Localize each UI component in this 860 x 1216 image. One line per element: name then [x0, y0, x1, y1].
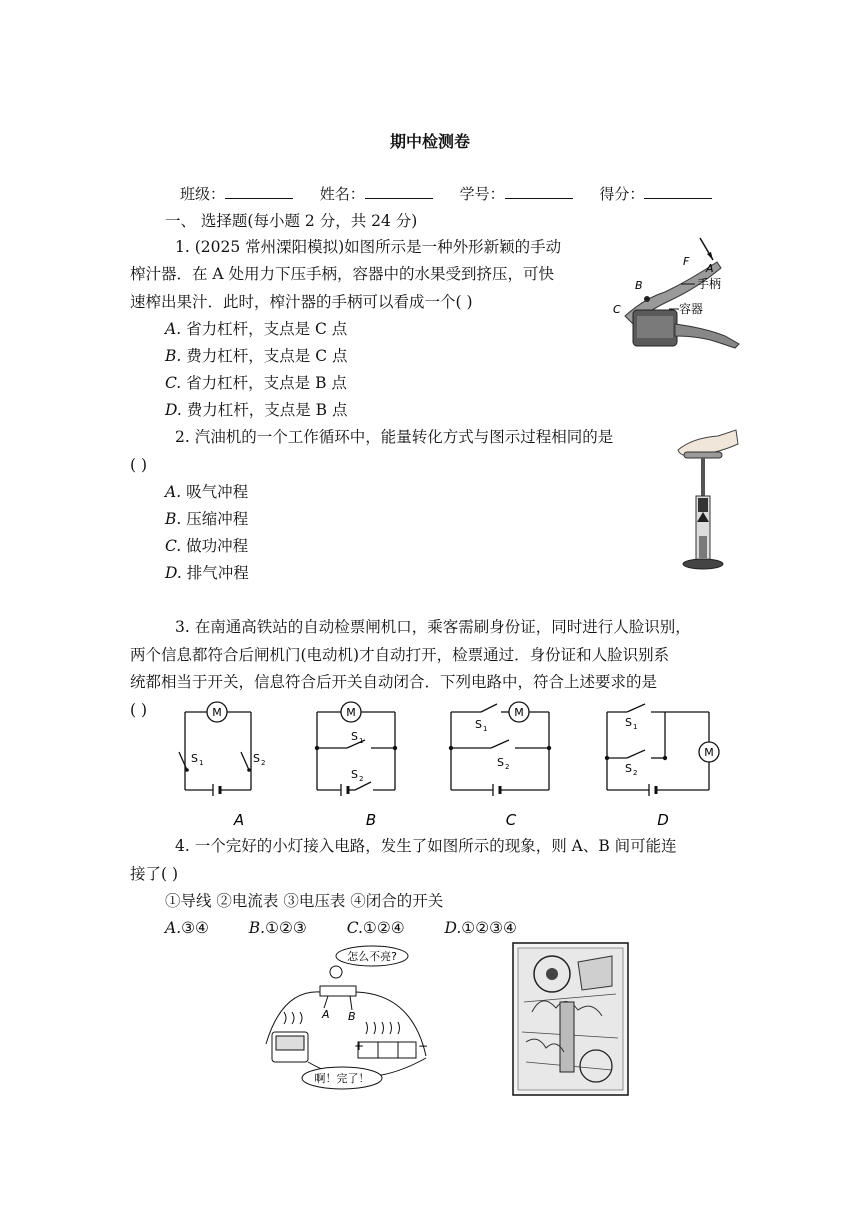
- name-label: 姓名：: [319, 185, 365, 203]
- q4-choices: ①导线 ②电流表 ③电压表 ④闭合的开关: [165, 892, 444, 910]
- q2-line2: ( ): [130, 456, 148, 474]
- q4-option-d[interactable]: D.①②③④: [444, 919, 517, 937]
- svg-text:1: 1: [359, 737, 364, 745]
- svg-text:S: S: [351, 768, 358, 781]
- q1-option-d[interactable]: D. 费力杠杆，支点是 B 点: [165, 401, 348, 419]
- q1-option-b[interactable]: B. 费力杠杆，支点是 C 点: [165, 347, 348, 365]
- svg-text:1: 1: [199, 759, 204, 767]
- circuit-d[interactable]: [607, 712, 709, 796]
- minus-sign: −: [418, 1039, 429, 1053]
- juicer-label-f: F: [683, 255, 690, 268]
- number-label: 学号：: [459, 185, 505, 203]
- svg-text:2: 2: [633, 769, 638, 777]
- number-blank[interactable]: [505, 184, 573, 199]
- q4-option-c[interactable]: C.①②④: [346, 919, 405, 937]
- q4-option-a[interactable]: A.③④: [165, 919, 209, 937]
- svg-text:S: S: [625, 716, 632, 729]
- q2-option-b[interactable]: B. 压缩冲程: [165, 510, 249, 528]
- score-label: 得分：: [599, 185, 645, 203]
- q2-line1: 2. 汽油机的一个工作循环中，能量转化方式与图示过程相同的是: [175, 428, 614, 446]
- page-title: 期中检测卷: [389, 132, 470, 151]
- juicer-handle-label: 手柄: [697, 277, 722, 291]
- q1-option-c[interactable]: C. 省力杠杆，支点是 B 点: [165, 374, 347, 392]
- bulb-cartoon-figure: [262, 944, 437, 1100]
- student-info-row: [180, 184, 712, 204]
- q1-line1: 1. (2025 常州溧阳模拟)如图所示是一种外形新颖的手动: [175, 238, 562, 256]
- q2-option-a[interactable]: A. 吸气冲程: [165, 483, 249, 501]
- circuit-a-label: A: [233, 811, 245, 829]
- engraving-illustration: [512, 942, 629, 1096]
- plus-sign: +: [354, 1039, 365, 1053]
- q3-line3: 统都相当于开关，信息符合后开关自动闭合．下列电路中，符合上述要求的是: [130, 673, 658, 691]
- q4-line1: 4. 一个完好的小灯接入电路，发生了如图所示的现象，则 A、B 间可能连: [175, 837, 677, 855]
- q1-line2: 榨汁器．在 A 处用力下压手柄，容器中的水果受到挤压，可快: [130, 265, 555, 283]
- section-title: 一、 选择题(每小题 2 分，共 24 分): [165, 212, 418, 230]
- q2-option-d[interactable]: D. 排气冲程: [165, 564, 249, 582]
- juicer-label-a: A: [706, 262, 714, 275]
- svg-text:S: S: [625, 762, 632, 775]
- q1-line3: 速榨出果汁．此时，榨汁器的手柄可以看成一个( ): [130, 293, 473, 311]
- svg-text:1: 1: [483, 725, 488, 733]
- label-b: B: [348, 1010, 356, 1023]
- juicer-label-b: B: [635, 279, 643, 292]
- score-blank[interactable]: [644, 184, 712, 199]
- class-blank[interactable]: [225, 184, 293, 199]
- circuit-b[interactable]: [317, 712, 395, 796]
- svg-text:1: 1: [633, 723, 638, 731]
- svg-text:M: M: [704, 746, 714, 759]
- circuit-options-figure: [175, 700, 745, 835]
- q4-line2: 接了( ): [130, 865, 179, 883]
- bubble-top-text: 怎么不亮?: [347, 950, 397, 963]
- svg-text:M: M: [346, 706, 356, 719]
- q1-option-a[interactable]: A. 省力杠杆，支点是 C 点: [165, 320, 348, 338]
- svg-text:M: M: [212, 706, 222, 719]
- svg-text:S: S: [253, 752, 260, 765]
- juicer-figure: [605, 232, 745, 352]
- svg-text:M: M: [514, 706, 524, 719]
- circuit-c-label: C: [505, 811, 517, 829]
- q4-options-row: [165, 918, 517, 938]
- q4-option-b[interactable]: B.①②③: [248, 919, 307, 937]
- bubble-bottom-text: 啊！完了！: [314, 1072, 370, 1085]
- juicer-container-label: 容器: [679, 302, 704, 316]
- circuit-b-label: B: [365, 811, 377, 829]
- circuit-d-label: D: [657, 811, 669, 829]
- svg-text:2: 2: [505, 763, 510, 771]
- label-a: A: [322, 1008, 330, 1021]
- q3-line1: 3. 在南通高铁站的自动检票闸机口，乘客需刷身份证，同时进行人脸识别，: [175, 618, 691, 636]
- svg-text:2: 2: [359, 775, 364, 783]
- q3-line2: 两个信息都符合后闸机门(电动机)才自动打开，检票通过．身份证和人脸识别系: [130, 646, 670, 664]
- juicer-label-c: C: [613, 303, 621, 316]
- q2-option-c[interactable]: C. 做功冲程: [165, 537, 249, 555]
- svg-text:S: S: [497, 756, 504, 769]
- q3-line4: ( ): [130, 701, 148, 719]
- svg-text:2: 2: [261, 759, 266, 767]
- name-blank[interactable]: [365, 184, 433, 199]
- circuit-c[interactable]: [451, 712, 549, 796]
- svg-text:S: S: [191, 752, 198, 765]
- class-label: 班级：: [180, 185, 226, 203]
- svg-text:S: S: [475, 718, 482, 731]
- compression-tube-figure: [672, 424, 742, 574]
- svg-text:S: S: [351, 730, 358, 743]
